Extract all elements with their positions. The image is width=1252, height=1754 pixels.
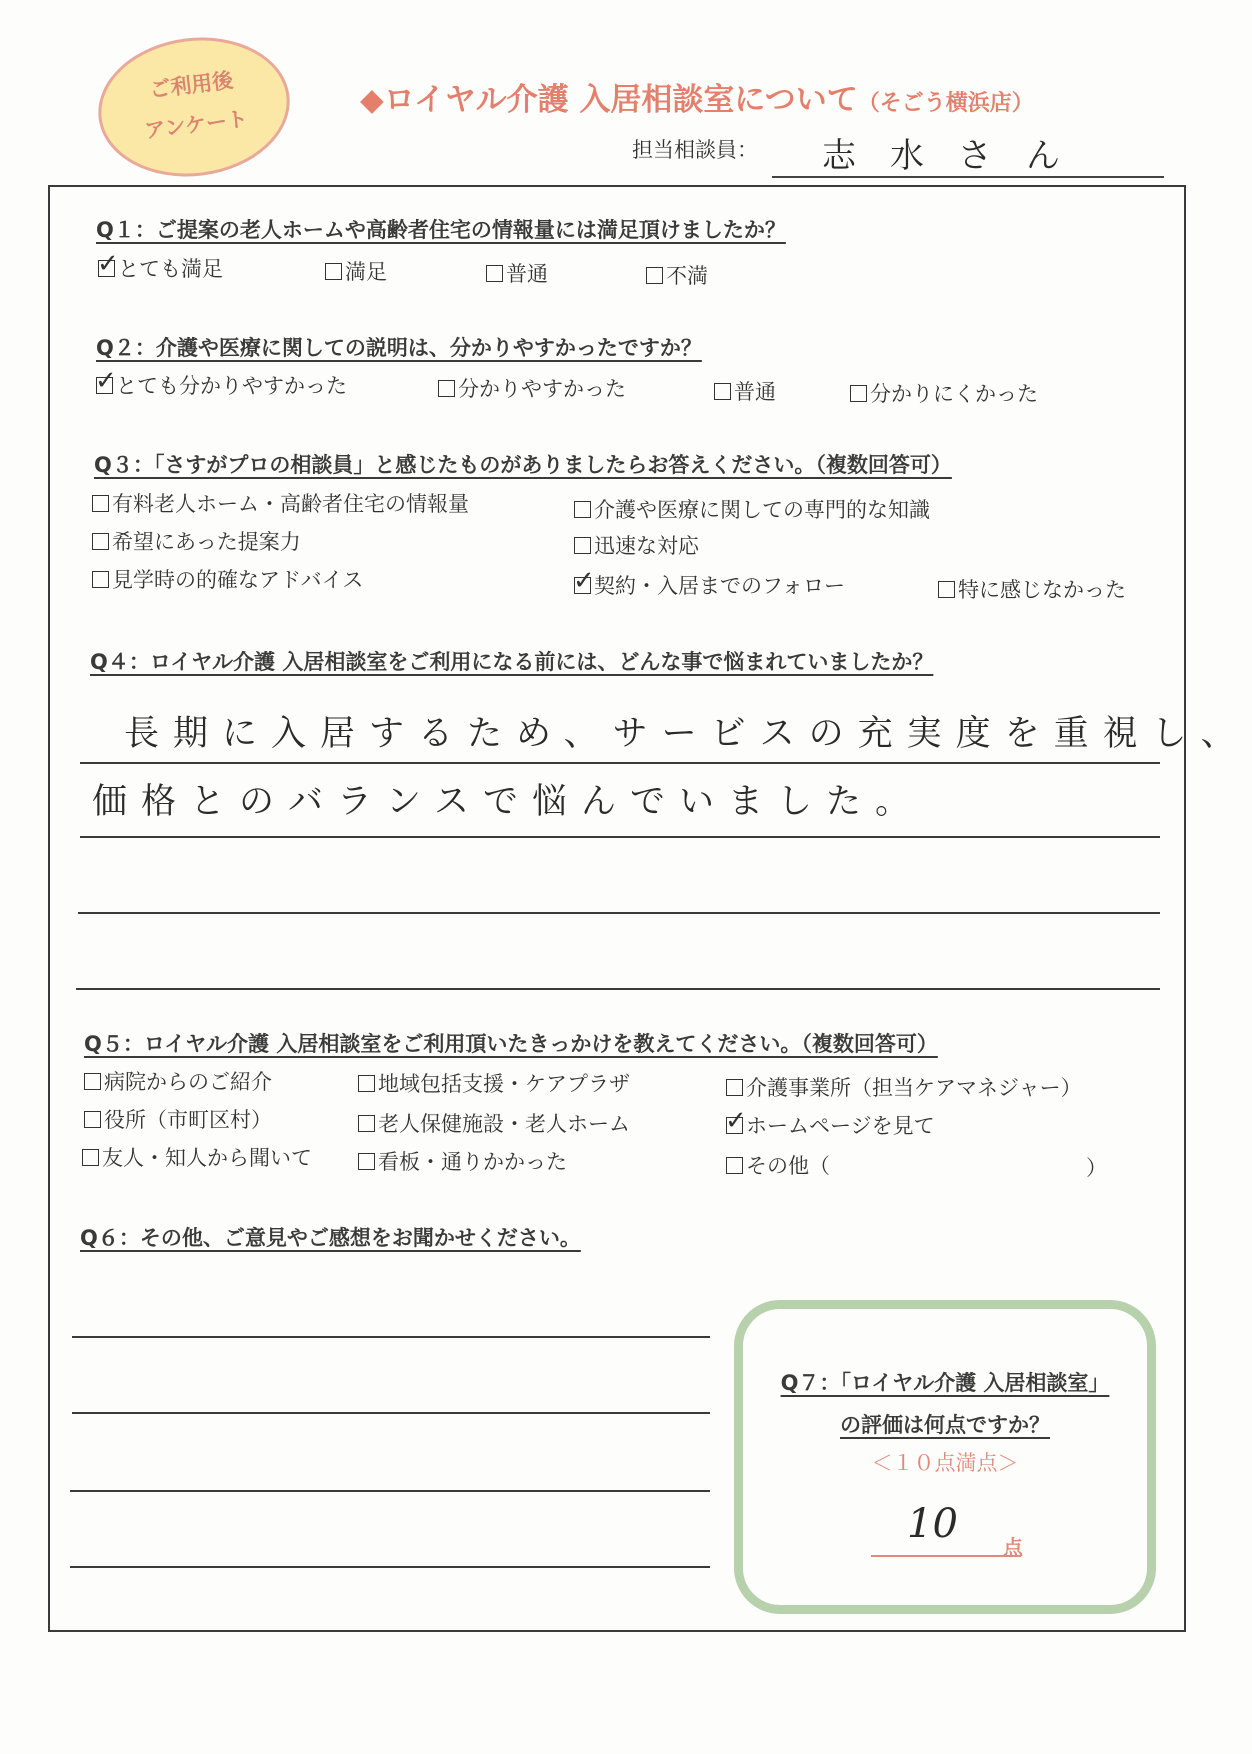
checkbox[interactable] (358, 1115, 375, 1132)
q5-option-3[interactable] (726, 1072, 1082, 1102)
q1-option-2[interactable] (325, 256, 387, 286)
comment-line (72, 1412, 710, 1414)
q7-scale-note: ＜１０点満点＞ (871, 1451, 1019, 1475)
checkmark-icon: ✓ (95, 366, 117, 396)
checkbox[interactable] (92, 533, 109, 550)
option-label: 有料老人ホーム・高齢者住宅の情報量 (112, 492, 469, 516)
q4-answer-line-1: 長期に入居するため、サービスの充実度を重視し、 (124, 714, 1250, 754)
checkbox[interactable] (95, 366, 117, 396)
checkbox[interactable] (82, 1149, 99, 1166)
checkbox[interactable] (84, 1073, 101, 1090)
option-label: 病院からのご紹介 (104, 1070, 272, 1094)
checkbox[interactable] (573, 566, 595, 596)
checkbox[interactable] (92, 571, 109, 588)
option-label: 特に感じなかった (958, 578, 1126, 602)
checkbox[interactable] (574, 501, 591, 518)
option-label: 地域包括支援・ケアプラザ (378, 1072, 630, 1096)
q7-question-line-1: Q７：「ロイヤル介護 入居相談室」 (780, 1371, 1110, 1395)
checkmark-icon: ✓ (725, 1106, 747, 1136)
option-label: 普通 (734, 380, 776, 404)
answer-line (80, 762, 1160, 764)
checkbox[interactable] (850, 385, 867, 402)
q7-rating-box (734, 1300, 1156, 1614)
checkbox[interactable] (726, 1079, 743, 1096)
badge-line-1: ご利用後 (148, 68, 235, 103)
q3-option-5[interactable] (92, 564, 363, 594)
option-label: 老人保健施設・老人ホーム (378, 1112, 630, 1136)
q2-option-4[interactable] (850, 378, 1038, 408)
option-label: とても満足 (118, 257, 223, 281)
staff-label: 担当相談員： (632, 138, 758, 162)
answer-line (76, 988, 1160, 990)
q2-question: Q２：介護や医療に関しての説明は、分かりやすかったですか？ (96, 336, 702, 360)
q1-option-3[interactable] (486, 258, 548, 288)
q2-option-1[interactable] (95, 366, 347, 400)
comment-line (70, 1566, 710, 1568)
option-label: 看板・通りかかった (378, 1150, 567, 1174)
checkmark-icon: ✓ (573, 566, 595, 596)
q5-option-4[interactable] (84, 1104, 272, 1134)
option-label: 契約・入居までのフォロー (594, 574, 845, 598)
q5-option-7[interactable] (82, 1142, 312, 1172)
option-label: ホームページを見て (746, 1114, 935, 1138)
option-label: 友人・知人から聞いて (102, 1146, 312, 1170)
q2-option-2[interactable] (438, 373, 626, 403)
q6-question: Q６：その他、ご意見やご感想をお聞かせください。 (80, 1226, 581, 1250)
checkbox[interactable] (438, 380, 455, 397)
checkbox[interactable] (84, 1111, 101, 1128)
option-label: 満足 (345, 260, 387, 284)
staff-name-handwritten: 志水さん (822, 136, 1094, 176)
checkbox[interactable] (726, 1157, 743, 1174)
q5-option-2[interactable] (358, 1068, 630, 1098)
q4-answer-line-2: 価格とのバランスで悩んでいました。 (92, 782, 924, 822)
checkbox[interactable] (938, 581, 955, 598)
q1-question: Q１：ご提案の老人ホームや高齢者住宅の情報量には満足頂けましたか？ (96, 218, 786, 242)
checkbox[interactable] (646, 267, 663, 284)
option-label: 役所（市町区村） (104, 1108, 272, 1132)
page-title-sub: （そごう横浜店） (857, 91, 1034, 116)
q5-option-9[interactable] (726, 1150, 830, 1180)
q3-option-1[interactable] (92, 488, 469, 518)
option-label: 分かりにくかった (870, 382, 1038, 406)
option-label: 介護や医療に関しての専門的な知識 (594, 498, 930, 522)
checkbox[interactable] (92, 495, 109, 512)
option-label: 普通 (506, 262, 548, 286)
option-label: 不満 (666, 264, 708, 288)
answer-line (78, 912, 1160, 914)
q5-option-6[interactable] (725, 1106, 935, 1140)
q7-score-handwritten: 10 (907, 1501, 958, 1547)
q1-option-4[interactable] (646, 260, 708, 290)
q7-question-line-2: の評価は何点ですか？ (840, 1413, 1050, 1437)
checkbox[interactable] (358, 1075, 375, 1092)
q3-option-7[interactable] (938, 574, 1126, 604)
option-label: 見学時の的確なアドバイス (112, 568, 364, 592)
checkbox[interactable] (358, 1153, 375, 1170)
option-label: 分かりやすかった (458, 377, 626, 401)
survey-badge (90, 27, 297, 187)
option-label: 希望にあった提案力 (112, 530, 301, 554)
badge-line-2: アンケート (143, 106, 250, 144)
q7-score-unit: 点 (1003, 1535, 1023, 1559)
q7-score-line (871, 1555, 1021, 1557)
checkbox[interactable] (325, 263, 342, 280)
option-label: 迅速な対応 (594, 534, 699, 558)
q5-question: Q５：ロイヤル介護 入居相談室をご利用頂いたきっかけを教えてください。（複数回答可） (84, 1032, 938, 1056)
checkbox[interactable] (574, 537, 591, 554)
checkbox[interactable] (97, 249, 119, 279)
q2-option-3[interactable] (714, 376, 776, 406)
q3-option-4[interactable] (574, 530, 699, 560)
page-title (360, 74, 1034, 119)
comment-line (72, 1336, 710, 1338)
answer-line (80, 836, 1160, 838)
page-title-main: ◆ロイヤル介護 入居相談室について (360, 82, 858, 118)
staff-name-line (772, 176, 1164, 178)
checkbox[interactable] (714, 383, 731, 400)
checkbox[interactable] (486, 265, 503, 282)
q4-question: Q４：ロイヤル介護 入居相談室をご利用になる前には、どんな事で悩まれていましたか？ (90, 650, 934, 674)
q3-option-3[interactable] (92, 526, 301, 556)
q3-option-6[interactable] (573, 566, 845, 600)
q3-question: Q３：「さすがプロの相談員」と感じたものがありましたらお答えください。（複数回答可） (94, 453, 952, 477)
option-label: とても分かりやすかった (116, 374, 347, 398)
q1-option-1[interactable] (97, 249, 223, 283)
q3-option-2[interactable] (574, 494, 930, 524)
option-label: その他（ (746, 1154, 830, 1178)
q5-other-close-paren: ） (1086, 1156, 1107, 1180)
q5-option-5[interactable] (358, 1108, 630, 1138)
option-label: 介護事業所（担当ケアマネジャー） (746, 1076, 1082, 1100)
comment-line (70, 1490, 710, 1492)
q5-option-8[interactable] (358, 1146, 567, 1176)
checkbox[interactable] (725, 1106, 747, 1136)
q5-option-1[interactable] (84, 1066, 272, 1096)
checkmark-icon: ✓ (97, 249, 119, 279)
